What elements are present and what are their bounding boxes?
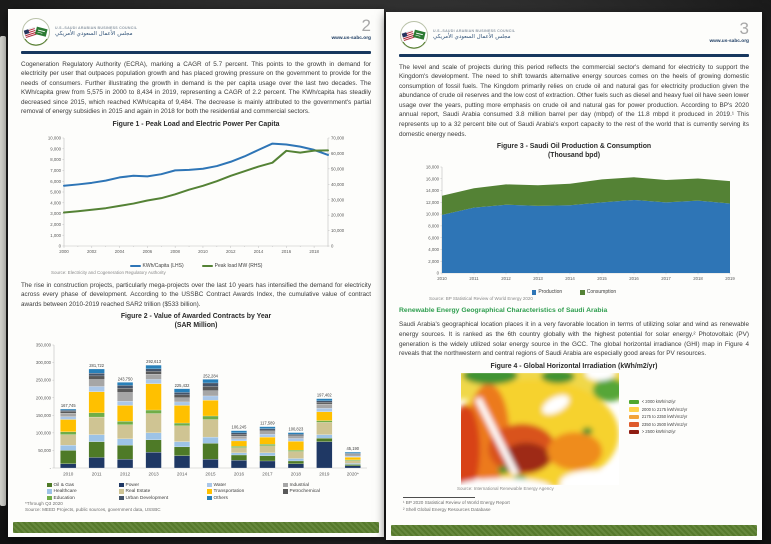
fig1-plot bbox=[28, 132, 364, 262]
legend-swatch bbox=[629, 415, 639, 420]
figure2-title-line1: Figure 2 - Value of Awarded Contracts by Year bbox=[120, 313, 272, 321]
legend-item bbox=[629, 429, 688, 434]
ussabc-logo bbox=[21, 17, 137, 47]
figure4-legend bbox=[629, 399, 688, 434]
svg-text:30,000: 30,000 bbox=[331, 196, 345, 202]
legend-label: KWh/Capita (LHS) bbox=[142, 262, 184, 269]
page-header bbox=[21, 17, 371, 49]
svg-text:300,000: 300,000 bbox=[35, 359, 51, 365]
legend-label: 2350 to 2500 kWh/m2/yr bbox=[641, 421, 688, 427]
legend-swatch bbox=[47, 483, 52, 488]
svg-text:2018: 2018 bbox=[309, 248, 319, 254]
svg-text:2018: 2018 bbox=[693, 276, 703, 282]
legend-label: Petrochemical bbox=[289, 489, 320, 495]
figure2-title-line2: (SAR Million) bbox=[174, 321, 218, 329]
legend-item bbox=[207, 483, 283, 488]
legend-label: 2000 to 2175 kWh/m2/yr bbox=[641, 406, 688, 412]
footnote-1: ¹ BP 2020 Statistical Review of World Energy Report bbox=[403, 500, 510, 506]
figure2-title bbox=[21, 313, 371, 330]
footnote-divider bbox=[403, 497, 475, 498]
body-paragraph: The rise in construction projects, particularly mega-projects over the last 10 years has intensified the demand for electricity across every phase of development. According to the USSBC Contract Awards Index, the cumulative value of contract awards between 2010-2019 reached SAR2 trillion ($533 billion). bbox=[21, 281, 371, 308]
website-link[interactable]: www.us-sabc.org bbox=[331, 36, 371, 41]
svg-text:2017: 2017 bbox=[661, 276, 671, 282]
svg-text:2002: 2002 bbox=[87, 248, 97, 254]
svg-text:10,000: 10,000 bbox=[47, 135, 61, 141]
svg-text:6,000: 6,000 bbox=[428, 235, 439, 241]
svg-text:225,432: 225,432 bbox=[174, 382, 190, 388]
legend-label: Water bbox=[213, 482, 227, 488]
legend-label: Production bbox=[538, 289, 563, 296]
website-link[interactable]: www.us-sabc.org bbox=[709, 39, 749, 44]
svg-text:0: 0 bbox=[436, 270, 439, 276]
svg-text:20,000: 20,000 bbox=[331, 212, 345, 218]
svg-text:6,000: 6,000 bbox=[50, 178, 61, 184]
svg-text:1,000: 1,000 bbox=[50, 232, 61, 238]
svg-text:150,000: 150,000 bbox=[35, 412, 51, 418]
legend-item bbox=[47, 483, 119, 488]
org-name-ar: مجلس الأعمال السعودي الأمريكي bbox=[55, 30, 133, 37]
svg-text:2010: 2010 bbox=[63, 471, 74, 477]
header-rule bbox=[21, 51, 371, 54]
svg-text:2019: 2019 bbox=[319, 471, 330, 477]
org-name-ar: مجلس الأعمال السعودي الأمريكي bbox=[433, 33, 511, 40]
svg-text:106,245: 106,245 bbox=[231, 424, 247, 430]
figure3-source: Source: BP Statistical Review of World Energy 2020 bbox=[429, 296, 533, 302]
footer-band bbox=[13, 522, 379, 533]
figure3-title-line1: Figure 3 - Saudi Oil Production & Consumption bbox=[496, 143, 652, 151]
legend-swatch bbox=[47, 489, 52, 494]
legend-item bbox=[119, 496, 207, 501]
figure2-stacked-bar-chart bbox=[21, 333, 371, 481]
svg-text:250,000: 250,000 bbox=[35, 377, 51, 383]
figure1-line-chart bbox=[21, 132, 371, 262]
svg-text:2008: 2008 bbox=[170, 248, 180, 254]
svg-text:2020*: 2020* bbox=[346, 471, 359, 477]
legend-swatch bbox=[119, 496, 124, 501]
svg-text:0: 0 bbox=[58, 243, 61, 249]
svg-text:2016: 2016 bbox=[629, 276, 639, 282]
svg-text:10,000: 10,000 bbox=[425, 212, 439, 218]
body-paragraph: The level and scale of projects during this period reflects the commercial sector's demand for electricity to support the Kingdom's development. The need to shift towards alternative energy sources comes on the heels of growing domestic consumption of fossil fuels. The Kingdom primarily relies on crude oil and natural gas for electricity production given the abundance of crude oil reserves and the low cost of extraction. Other fuels such as diesel and heavy fuel oil have seen lower usage over the years, putting more emphasis on crude oil and natural gas for power production. According to BP's 2020 annual report, Saudi Arabia consumed 3.8 million barrel per day (mbpd) of the 11.8 mbpd it produced in 2019.¹ This represents up to a 32 percent bite out of Saudi Arabia's export capacity to the rest of the world that is currently serving its domestic energy needs. bbox=[399, 63, 749, 138]
figure3-title bbox=[399, 143, 749, 160]
legend-item bbox=[629, 407, 688, 412]
legend-item bbox=[119, 483, 207, 488]
svg-text:50,000: 50,000 bbox=[38, 447, 51, 453]
ussabc-logo-icon bbox=[399, 20, 429, 50]
legend-label: Consumption bbox=[586, 289, 617, 296]
svg-text:2015: 2015 bbox=[597, 276, 607, 282]
page-number: 2 bbox=[361, 16, 371, 35]
svg-text:10,000: 10,000 bbox=[331, 227, 345, 233]
legend-swatch bbox=[629, 422, 639, 427]
svg-text:2012: 2012 bbox=[501, 276, 511, 282]
legend-swatch bbox=[202, 265, 213, 267]
figure2-footnote: *Through Q3 2020 bbox=[25, 500, 63, 506]
legend-swatch bbox=[47, 496, 52, 501]
page-2 bbox=[8, 9, 384, 537]
legend-swatch bbox=[207, 489, 212, 494]
legend-swatch bbox=[283, 483, 288, 488]
figure1-legend bbox=[21, 263, 371, 269]
svg-text:117,589: 117,589 bbox=[260, 420, 275, 426]
svg-text:2012: 2012 bbox=[225, 248, 236, 254]
svg-text:2011: 2011 bbox=[91, 471, 102, 477]
svg-text:2011: 2011 bbox=[469, 276, 479, 282]
legend-label: Industrial bbox=[289, 482, 309, 488]
legend-label: Urban Development bbox=[125, 495, 169, 501]
legend-item bbox=[47, 496, 119, 501]
footnote-2: ² Shell Global Energy Resources Database bbox=[403, 506, 491, 512]
section-heading: Renewable Energy Geographical Characteristics of Saudi Arabia bbox=[399, 307, 608, 315]
svg-text:2006: 2006 bbox=[142, 248, 153, 254]
ghi-heatmap bbox=[461, 373, 619, 485]
svg-text:2013: 2013 bbox=[148, 471, 159, 477]
svg-text:4,000: 4,000 bbox=[428, 247, 439, 253]
svg-text:2015: 2015 bbox=[205, 471, 216, 477]
svg-text:8,000: 8,000 bbox=[50, 156, 61, 162]
svg-text:2,000: 2,000 bbox=[428, 259, 439, 265]
legend-item bbox=[629, 414, 688, 419]
legend-label: Power bbox=[125, 482, 140, 488]
svg-text:2010: 2010 bbox=[198, 248, 208, 254]
legend-item bbox=[629, 422, 688, 427]
legend-item bbox=[207, 489, 283, 494]
svg-text:200,000: 200,000 bbox=[35, 394, 51, 400]
svg-text:40,000: 40,000 bbox=[331, 181, 345, 187]
legend-swatch bbox=[629, 400, 639, 405]
figure3-area-chart bbox=[399, 162, 749, 288]
svg-text:7,000: 7,000 bbox=[50, 167, 61, 173]
legend-label: Transportation bbox=[213, 489, 245, 495]
svg-text:0: 0 bbox=[331, 243, 334, 249]
legend-swatch bbox=[532, 290, 537, 295]
svg-text:2013: 2013 bbox=[533, 276, 543, 282]
legend-swatch bbox=[580, 290, 585, 295]
svg-text:8,000: 8,000 bbox=[428, 223, 439, 229]
svg-text:2018: 2018 bbox=[290, 471, 301, 477]
svg-text:50,000: 50,000 bbox=[331, 166, 345, 172]
legend-item bbox=[629, 399, 688, 404]
svg-text:281,722: 281,722 bbox=[89, 362, 105, 368]
figure2-legend bbox=[21, 483, 371, 501]
fig2-plot bbox=[22, 333, 370, 481]
svg-text:5,000: 5,000 bbox=[50, 189, 61, 195]
legend-item bbox=[283, 489, 345, 494]
svg-text:350,000: 350,000 bbox=[35, 342, 51, 348]
legend-item bbox=[47, 489, 119, 494]
legend-item bbox=[580, 289, 616, 295]
svg-text:167,745: 167,745 bbox=[60, 402, 76, 408]
legend-label: 2175 to 2350 kWh/m2/yr bbox=[641, 414, 688, 420]
svg-text:292,613: 292,613 bbox=[146, 358, 161, 364]
legend-swatch bbox=[130, 265, 141, 267]
svg-text:2016: 2016 bbox=[281, 248, 292, 254]
legend-label: > 2500 kWh/m2/yr bbox=[641, 429, 676, 435]
figure4-map-block bbox=[399, 373, 749, 485]
svg-text:2014: 2014 bbox=[565, 276, 575, 282]
legend-item bbox=[532, 289, 562, 295]
svg-text:2004: 2004 bbox=[114, 248, 125, 254]
legend-label: Oil & Gas bbox=[53, 482, 75, 488]
ussabc-logo-icon bbox=[21, 17, 51, 47]
legend-item bbox=[119, 489, 207, 494]
figure1-source: Source: Electricity and Cogeneration Regulatory Authority bbox=[51, 269, 166, 275]
header-rule bbox=[399, 54, 749, 57]
legend-swatch bbox=[207, 483, 212, 488]
legend-swatch bbox=[283, 489, 288, 494]
legend-swatch bbox=[629, 430, 639, 435]
svg-text:2014: 2014 bbox=[176, 471, 188, 477]
legend-swatch bbox=[207, 496, 212, 501]
page-number: 3 bbox=[739, 19, 749, 38]
page-3 bbox=[386, 12, 762, 540]
org-name-en: U.S.-SAUDI ARABIAN BUSINESS COUNCIL bbox=[55, 26, 138, 31]
legend-swatch bbox=[119, 489, 124, 494]
svg-text:2019: 2019 bbox=[725, 276, 735, 282]
fig3-plot bbox=[406, 162, 742, 288]
svg-text:2,000: 2,000 bbox=[50, 221, 61, 227]
legend-label: Education bbox=[53, 495, 75, 501]
svg-text:100,823: 100,823 bbox=[288, 426, 304, 432]
legend-label: Healthcare bbox=[53, 489, 77, 495]
legend-item bbox=[130, 263, 184, 269]
body-paragraph: Saudi Arabia's geographical location places it in a very favorable location in terms of utilizing solar and wind as renewable energy sources. It is ranked as the 6th country globally with the highest potential for solar energy.² Photovoltaic (PV) generation is the widely utilized solar energy source in the GCC. The global horizontal irradiance (GHI) map in Figure 4 reveals that the northwestern and central regions of Saudi Arabia are especially good areas for PV resources. bbox=[399, 321, 749, 358]
page-header bbox=[399, 20, 749, 52]
svg-text:2010: 2010 bbox=[437, 276, 447, 282]
svg-text:9,000: 9,000 bbox=[50, 145, 61, 151]
svg-text:100,000: 100,000 bbox=[35, 430, 51, 436]
legend-item bbox=[202, 263, 263, 269]
svg-text:243,750: 243,750 bbox=[117, 375, 133, 381]
svg-text:45,190: 45,190 bbox=[346, 445, 360, 451]
legend-item bbox=[283, 483, 345, 488]
svg-text:12,000: 12,000 bbox=[425, 200, 439, 206]
page-edge bbox=[0, 36, 6, 506]
footer-band bbox=[391, 525, 757, 536]
figure1-title: Figure 1 - Peak Load and Electric Power Per Capita bbox=[112, 120, 280, 128]
legend-label: < 2000 kWh/m2/yr bbox=[641, 399, 676, 405]
legend-swatch bbox=[629, 407, 639, 412]
svg-text:18,000: 18,000 bbox=[425, 164, 439, 170]
figure3-title-line2: (Thousand bpd) bbox=[547, 151, 601, 159]
svg-text:2016: 2016 bbox=[233, 471, 245, 477]
svg-text:2012: 2012 bbox=[120, 471, 131, 477]
svg-text:197,402: 197,402 bbox=[316, 392, 332, 398]
legend-item bbox=[207, 496, 283, 501]
figure2-source: Source: MEED Projects, public sources, government data, USSBC bbox=[25, 507, 161, 512]
figure3-legend bbox=[399, 289, 749, 295]
body-paragraph: Cogeneration Regulatory Authority (ECRA), marking a CAGR of 5.7 percent. This points to the growth in demand for electricity per user that outpaces population growth and has placed growing pressure on the government to provide for the needs of consumers. Further illustrating the growth in demand is the per capita usage over the last two decades. The KWh/capita grew from 5,575 in 2000 to 8,434 in 2019, representing a CAGR of 2.2 percent. The KWh/capita has steadily decreased since 2015, which reached KWh/capita of 9,484. The decrease is mainly attributed to the government's partial removal of energy subsidies in 2015 and again in 2018 for both the residential and commercial sectors. bbox=[21, 60, 371, 116]
svg-text:16,000: 16,000 bbox=[425, 176, 439, 182]
legend-label: Others bbox=[213, 495, 228, 501]
legend-label: Peak load MW (RHS) bbox=[214, 262, 263, 269]
legend-label: Real Estate bbox=[125, 489, 151, 495]
figure4-title: Figure 4 - Global Horizontal Irradiation (kWh/m2/yr) bbox=[490, 362, 658, 370]
svg-text:2017: 2017 bbox=[262, 471, 273, 477]
svg-text:60,000: 60,000 bbox=[331, 150, 345, 156]
svg-text:70,000: 70,000 bbox=[331, 135, 345, 141]
org-name-en: U.S.-SAUDI ARABIAN BUSINESS COUNCIL bbox=[433, 29, 516, 34]
svg-text:2014: 2014 bbox=[253, 248, 264, 254]
legend-swatch bbox=[119, 483, 124, 488]
ussabc-logo bbox=[399, 20, 515, 50]
svg-text:4,000: 4,000 bbox=[50, 199, 61, 205]
svg-text:3,000: 3,000 bbox=[50, 210, 61, 216]
svg-text:2000: 2000 bbox=[59, 248, 69, 254]
svg-text:-: - bbox=[49, 465, 51, 471]
figure4-source: Source: International Renewable Energy Agency bbox=[457, 486, 554, 492]
svg-text:14,000: 14,000 bbox=[425, 188, 439, 194]
svg-text:252,284: 252,284 bbox=[203, 372, 218, 378]
